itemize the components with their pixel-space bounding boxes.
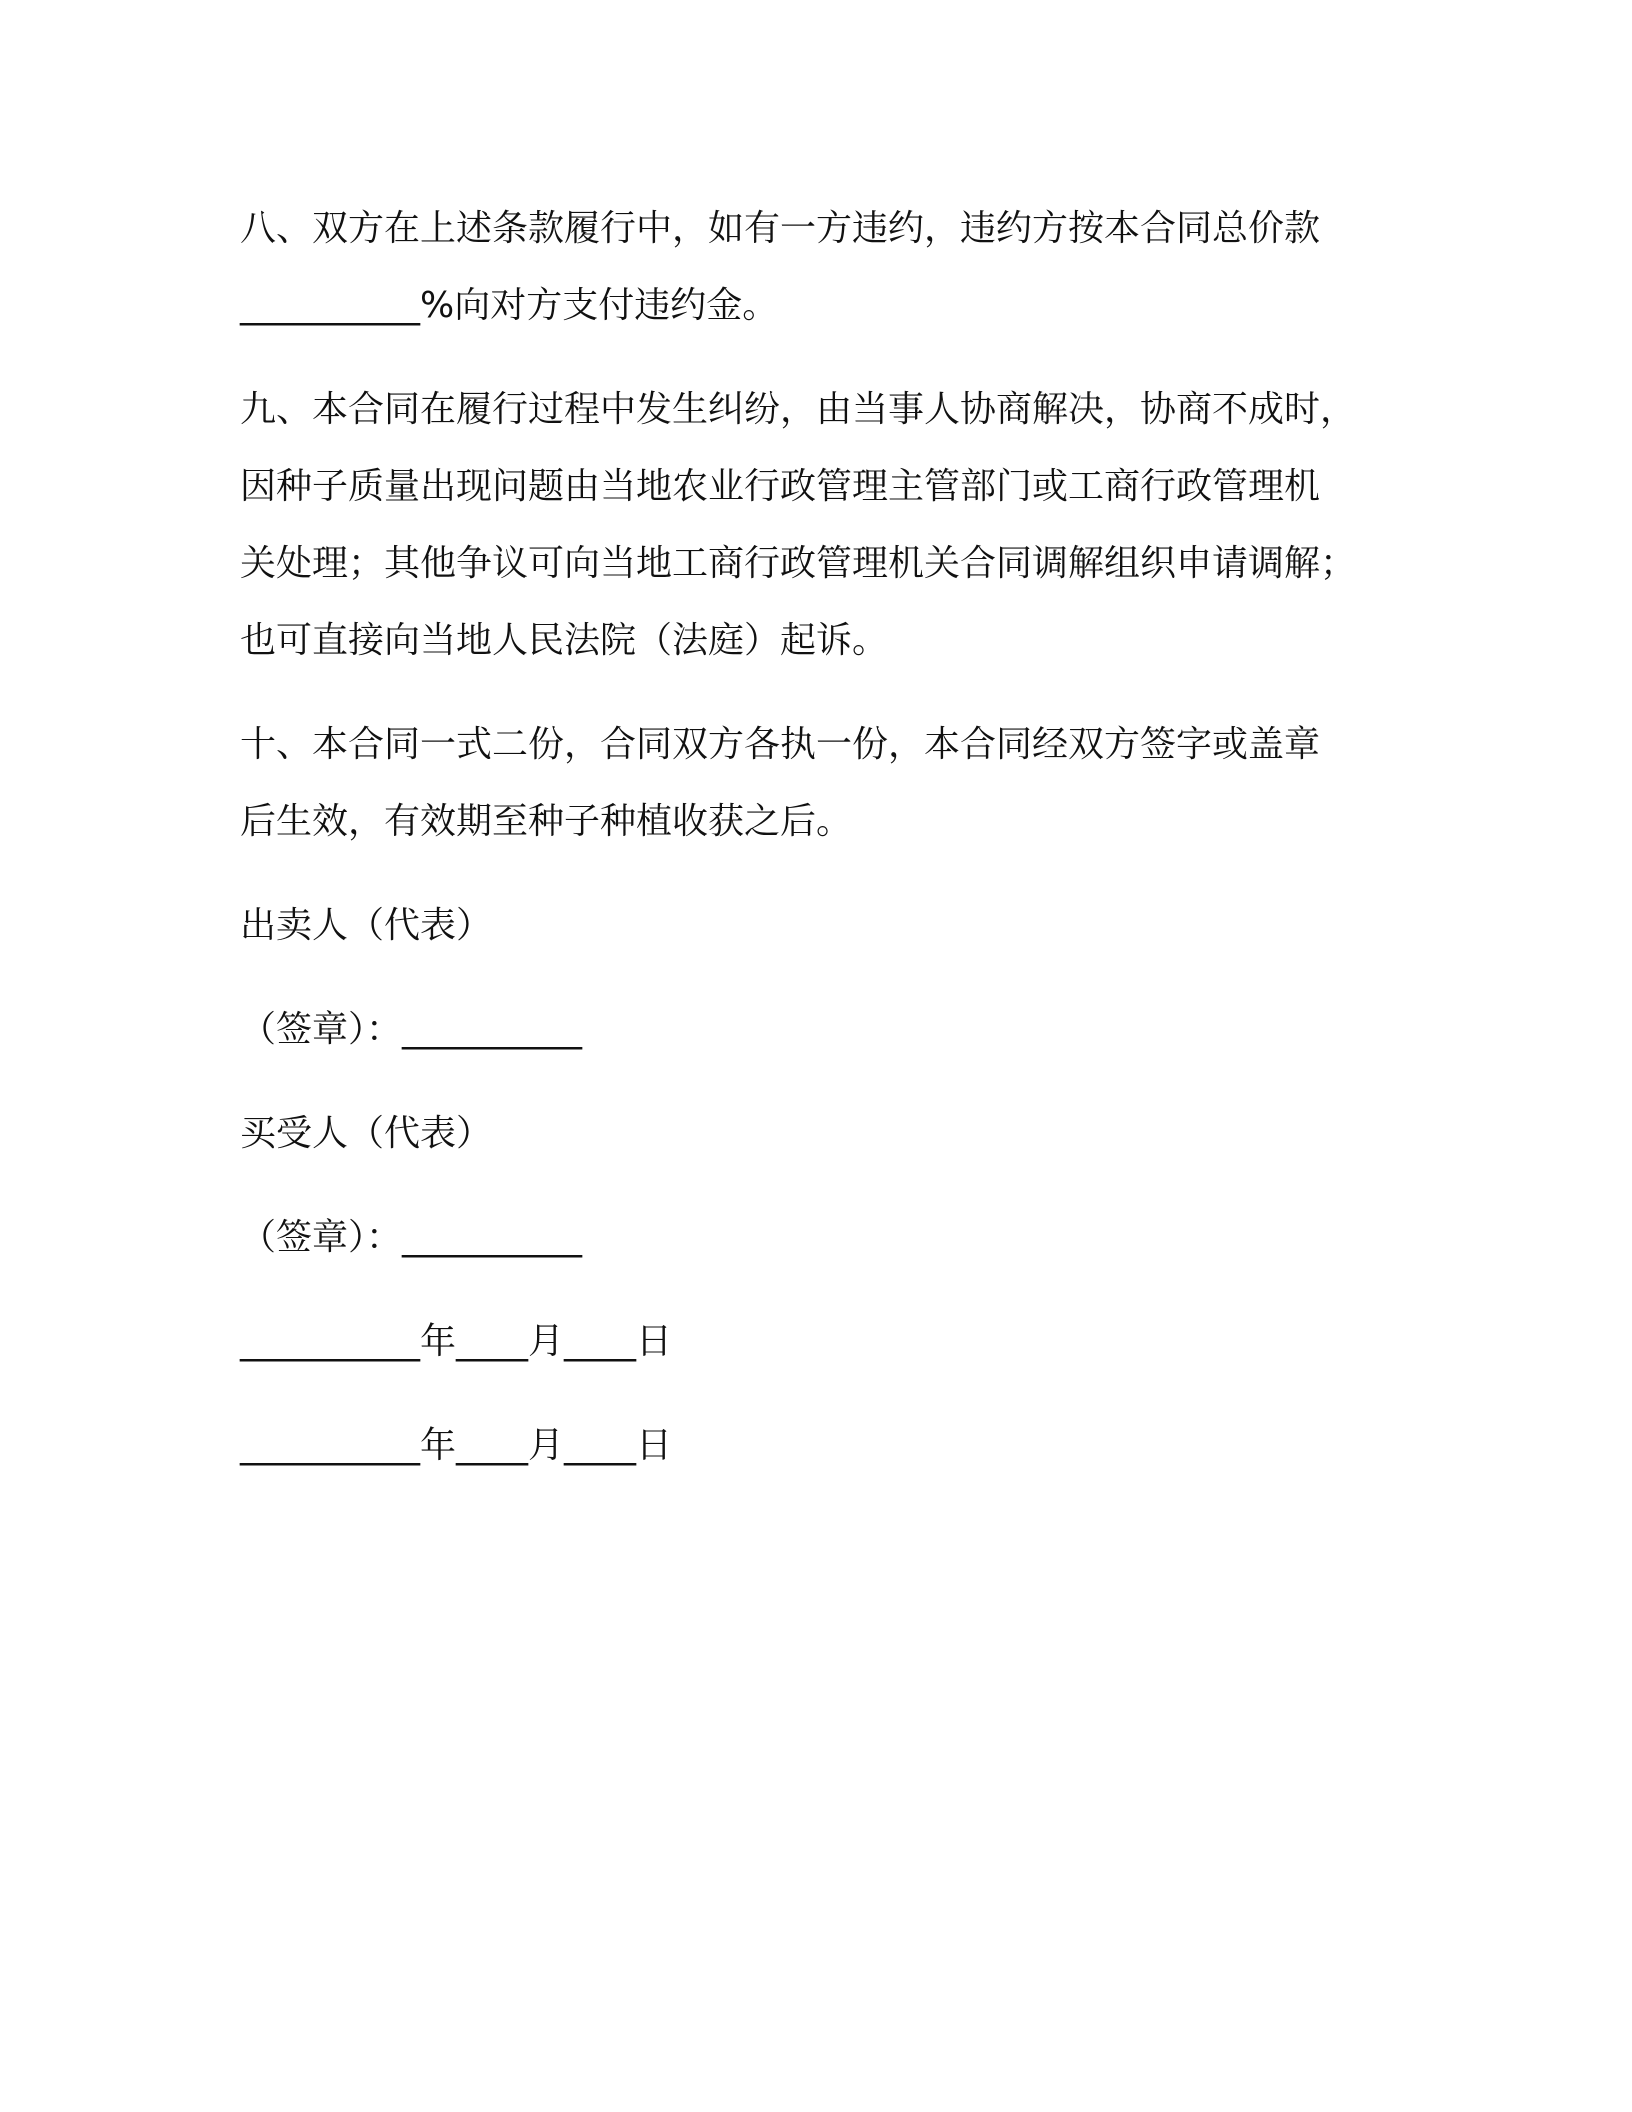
seller-signature: （签章）：__________ bbox=[240, 1009, 583, 1050]
clause-8-line-1: 八、双方在上述条款履行中，如有一方违约，违约方按本合同总价款 bbox=[240, 208, 1321, 249]
clause-10 bbox=[240, 706, 1390, 860]
clause-8 bbox=[240, 190, 1390, 344]
clause-9-line-4: 也可直接向当地人民法院（法庭）起诉。 bbox=[240, 620, 889, 661]
date-line-1: __________年____月____日 bbox=[240, 1321, 672, 1362]
document-content bbox=[240, 190, 1390, 1511]
seller-label: 出卖人（代表） bbox=[240, 905, 493, 946]
clause-10-line-1: 十、本合同一式二份，合同双方各执一份，本合同经双方签字或盖章 bbox=[240, 724, 1321, 765]
buyer-label: 买受人（代表） bbox=[240, 1113, 493, 1154]
clause-8-line-2: __________%向对方支付违约金。 bbox=[240, 285, 779, 326]
clause-9-line-2: 因种子质量出现问题由当地农业行政管理主管部门或工商行政管理机 bbox=[240, 466, 1321, 507]
clause-9-line-1: 九、本合同在履行过程中发生纠纷，由当事人协商解决，协商不成时， bbox=[240, 389, 1357, 430]
buyer-signature: （签章）：__________ bbox=[240, 1217, 583, 1258]
clause-10-line-2: 后生效，有效期至种子种植收获之后。 bbox=[240, 801, 853, 842]
clause-9 bbox=[240, 371, 1390, 679]
clause-9-line-3: 关处理；其他争议可向当地工商行政管理机关合同调解组织申请调解； bbox=[240, 543, 1357, 584]
date-line-2: __________年____月____日 bbox=[240, 1425, 672, 1466]
